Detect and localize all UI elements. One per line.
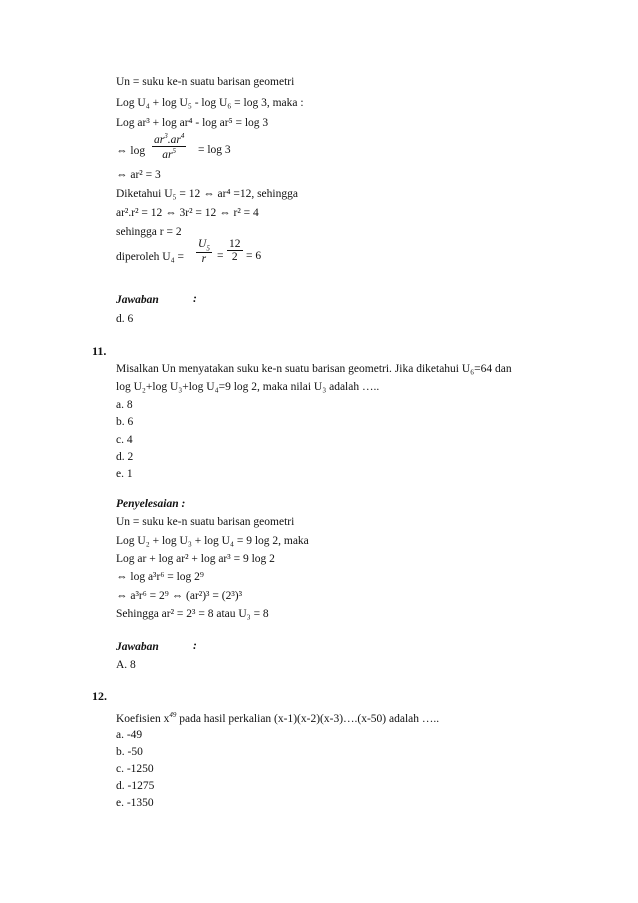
q12-text: Koefisien $x^{49}$ pada hasil perkalian (x-1)(x-2)(x-3)….(x-50) adalah ….. — [116, 711, 440, 725]
q11-text-line-1: Misalkan Un menyatakan suku ke-n suatu barisan geometri. Jika diketahui U₆=64 dan — [116, 363, 512, 375]
q12-option-a: a. -49 — [116, 729, 143, 741]
q12-option-d: d. -1275 — [116, 780, 155, 792]
q11-solution-line-5: ⇔ a³r⁶ = 2⁹ ⇔ (ar²)³ = (2³)³ — [116, 590, 243, 602]
q11-solution-line-3: Log ar + log ar² + log ar³ = 9 log 2 — [116, 553, 275, 565]
q12-number: 12. — [92, 689, 107, 703]
q11-option-d: d. 2 — [116, 451, 134, 463]
sol10-line-5: ⇔ ar² = 3 — [116, 169, 161, 181]
sol10-line-1: Un = suku ke-n suatu barisan geometri — [116, 76, 295, 88]
q11-option-e: e. 1 — [116, 468, 133, 480]
q11-jawaban-colon: : — [193, 640, 197, 652]
fraction-denominator: $ar^5$ — [162, 146, 177, 161]
q11-option-c: c. 4 — [116, 434, 133, 446]
q11-penyelesaian-label: Penyelesaian : — [116, 498, 186, 510]
sol10-line-8: sehingga r = 2 — [116, 226, 182, 238]
q11-option-a: a. 8 — [116, 399, 133, 411]
q11-solution-line-2: Log U₂ + log U₃ + log U₄ = 9 log 2, maka — [116, 535, 309, 547]
q11-text-line-2: log U₂+log U₃+log U₄=9 log 2, maka nilai U₃ adalah ….. — [116, 381, 380, 393]
sol10-line-9-prefix: diperoleh U₄ = — [116, 251, 184, 263]
sol10-line-3: Log ar³ + log ar⁴ - log ar⁵ = log 3 — [116, 117, 269, 129]
fraction-numerator: 12 — [229, 238, 241, 250]
sol10-line-4-suffix: = log 3 — [198, 144, 231, 156]
q11-jawaban-label: Jawaban — [116, 641, 159, 653]
fraction-numerator: $ar^3.ar^4$ — [154, 132, 185, 146]
sol10-fraction-3 — [227, 238, 243, 263]
sol10-fraction-2 — [196, 238, 212, 265]
sol10-jawaban-label: Jawaban — [116, 294, 159, 306]
sol10-line-4-prefix: ⇔ log — [116, 145, 146, 157]
fraction-denominator: 2 — [231, 251, 238, 263]
q12-option-b: b. -50 — [116, 746, 143, 758]
q12-option-c: c. -1250 — [116, 763, 154, 775]
sol10-line-7: ar².r² = 12 ⇔ 3r² = 12 ⇔ r² = 4 — [116, 207, 259, 219]
sol10-jawaban-colon: : — [193, 293, 197, 305]
q11-jawaban-value: A. 8 — [116, 659, 136, 671]
q11-solution-line-4: ⇔ log a³r⁶ = log 2⁹ — [116, 571, 204, 583]
sol10-line-6: Diketahui U₅ = 12 ⇔ ar⁴ =12, sehingga — [116, 188, 298, 200]
q12-option-e: e. -1350 — [116, 797, 154, 809]
fraction-numerator: $U_5$ — [198, 238, 210, 253]
q11-number: 11. — [92, 344, 107, 358]
sol10-line-2: Log U₄ + log U₅ - log U₆ = log 3, maka : — [116, 97, 304, 109]
q11-option-b: b. 6 — [116, 416, 134, 428]
q11-solution-line-6: Sehingga ar² = 2³ = 8 atau U₃ = 8 — [116, 608, 269, 620]
sol10-jawaban-value: d. 6 — [116, 313, 134, 325]
q11-solution-line-1: Un = suku ke-n suatu barisan geometri — [116, 516, 295, 528]
fraction-denominator: r — [201, 253, 207, 266]
sol10-fraction-1 — [152, 132, 186, 161]
sol10-line-9-suffix: = 6 — [246, 250, 262, 262]
sol10-line-9-equals: = — [217, 250, 224, 262]
